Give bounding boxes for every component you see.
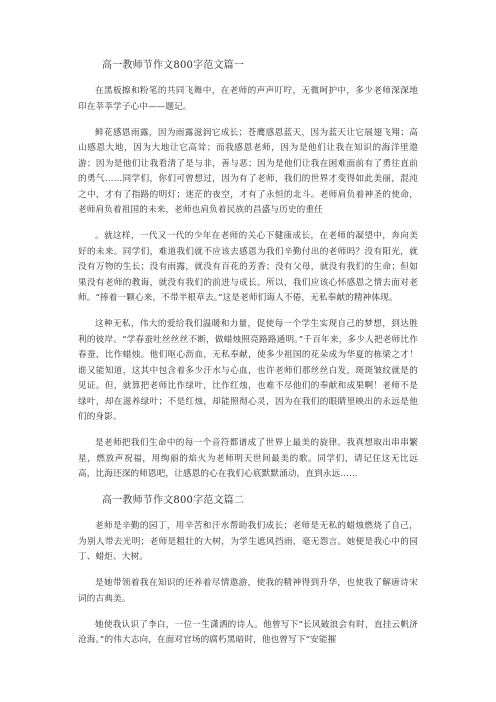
paragraph-1-5: 是老师把我们生命中的每一个音符都谱成了世界上最美的旋律。我真想取出串串繁星，燃放声祝福，用绚丽的焰火为老师明天世间最美的歌。同学们，请记住这无比远高，比海还深的师恩吧，让感恩的心在我们心底默默涌动，直到永远…… <box>78 438 418 479</box>
paragraph-2-2: 是她带领着我在知识的还养着尽情遨游，使我的精神得到升华，也使我了解唐诗宋词的古典美。 <box>78 578 418 604</box>
paragraph-1-4: 这种无私，伟大的爱给我们温暖和力量，促使每一个学生实现自己的梦想，到达胜利的彼岸。“学春蚕吐丝丝丝不断，做蜡烛照亮路路通明。”千百年来，多少人把老师比作春蚕，比作蜡烛。他们呕心沥血，无私奉献，使多少祖国的花朵成为华夏的栋梁之才！谁又能知道，这其中包含着多少汗水与心血，也许老师们那丝丝白发，斑斑皱纹就是的见证。但，就算把老师比作绿叶，比作红烛，也难不尽他们的奉献和成果啊！老师不是绿叶，却在滋养绿叶；不是红烛，却能照彻心灵，因为在我们的眼睛里映出的永远是他们的身影。 <box>78 319 418 422</box>
section-heading-1: 高一教师节作文800字范文篇一 <box>102 60 245 71</box>
section-heading-2: 高一教师节作文800字范文篇二 <box>102 495 245 506</box>
paragraph-1-1: 在黑板擦和粉笔的共同飞舞中，在老师的声声叮咛，无微呵护中，多少老师深深地印在莘莘学子心中——题记。 <box>78 86 418 112</box>
paragraph-1-2: 鲜花感恩雨露，因为雨露滋润它成长；苍鹰感恩蓝天，因为蓝天让它展翅飞翔；高山感恩大地，因为大地让它高耸；而我感恩老师，因为是他们让我在知识的海洋里遨游；因为是他们让我看清了是与非，善与恶；因为是他们让我在困难面前有了勇往直前的勇气……同学们，你们可曾想过，因为有了老师，我们的世界才变得如此美丽，混沌之中，才有了指路的明灯；迷茫的夜空，才有了永恒的北斗。老师肩负着神圣的使命，老师肩负着祖国的未来，老师也肩负着民族的昌盛与历史的重任 <box>78 127 418 215</box>
paragraph-2-1: 老师是辛勤的园丁，用辛苦和汗水帮助我们成长；老师是无私的蜡烛燃烧了自己，为别人带去光明；老师是粗壮的大树，为学生遮风挡雨，毫无怨言。她便是我心中的园丁、蜡炬、大树。 <box>78 521 418 562</box>
paragraph-2-3: 她使我认识了李白，一位一生潇洒的诗人。他曾写下“长风破浪会有时，直挂云帆济沧海。”的伟大志向，在面对官场的腐朽黑暗时，他也曾写下“安能摧 <box>78 619 418 645</box>
paragraph-1-3: 。就这样，一代又一代的少年在老师的关心下健康成长，在老师的凝望中，奔向美好的未来。同学们，难道我们就不应该去感恩为我们辛勤付出的老师吗？没有阳光，就没有万物的生长；没有雨露，就没有百花的芳香；没有父母，就没有我们的生命；但如果没有老师的教诲，就没有我们的前进与成长。所以，我们应该心怀感恩之情去面对老师。“捧着一颗心来，不带半根草去。”这是老师们诲人不倦，无私奉献的精神体现。 <box>78 231 418 303</box>
